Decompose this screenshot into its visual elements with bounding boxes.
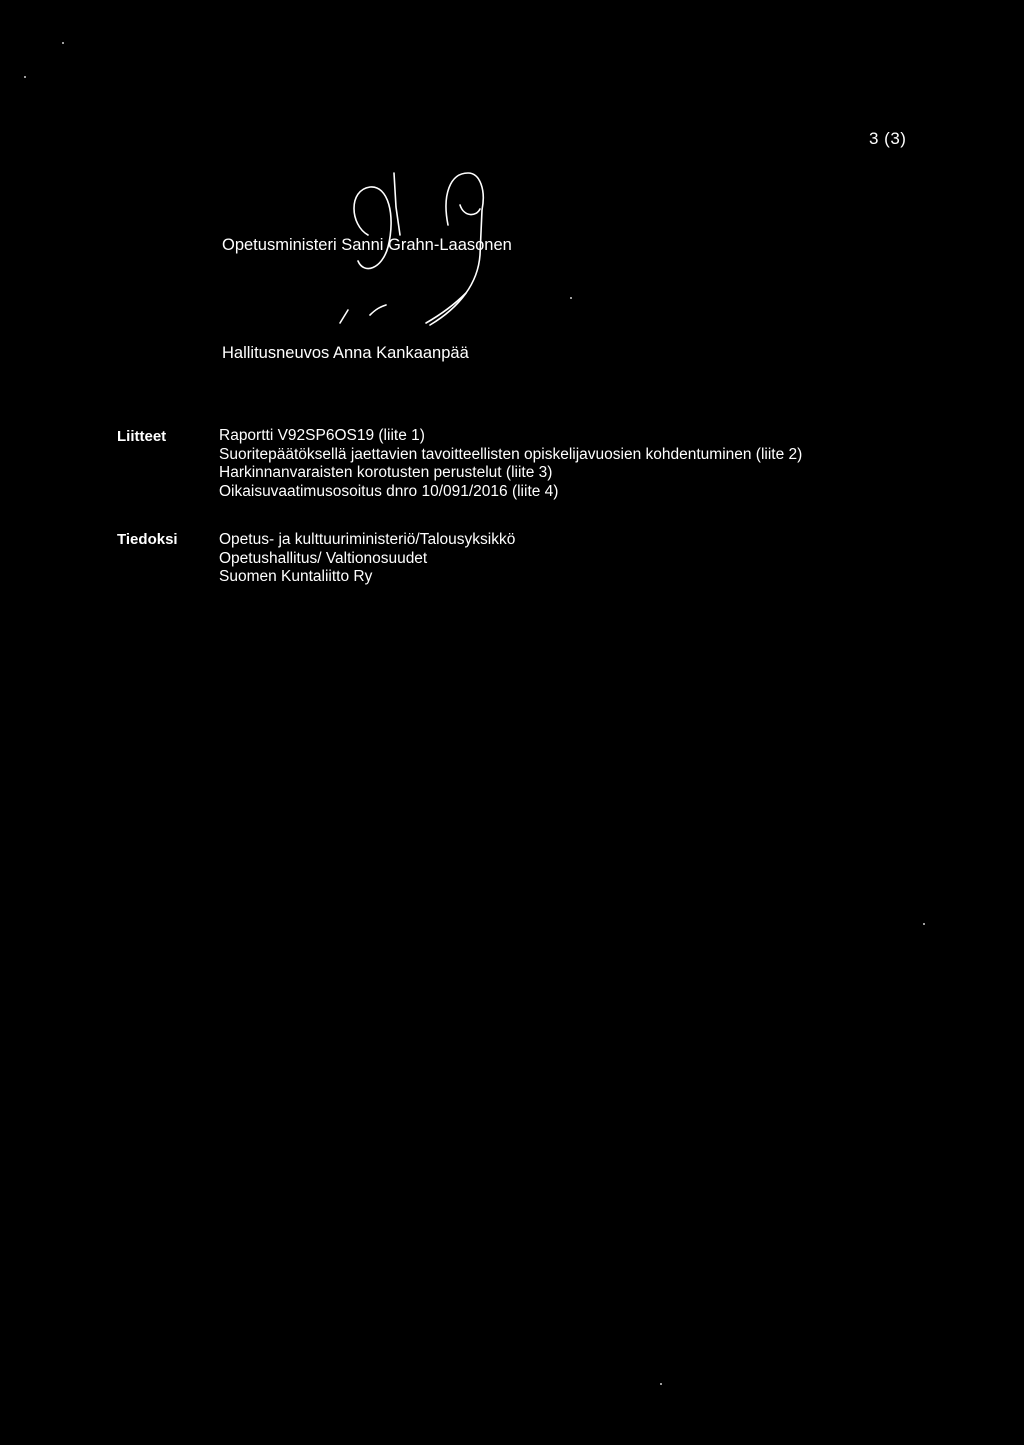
scan-speck [24,76,26,78]
page-number: 3 (3) [869,129,907,148]
list-item: Suoritepäätöksellä jaettavien tavoitteellisten opiskelijavuosien kohdentuminen (liite 2) [219,445,803,463]
scan-speck [923,923,925,925]
scan-speck [570,297,572,299]
distribution-label: Tiedoksi [117,531,178,548]
official-signature-line: Hallitusneuvos Anna Kankaanpää [222,344,469,362]
scan-speck [660,1383,662,1385]
attachments-list [219,427,802,501]
minister-signature-line: Opetusministeri Sanni Grahn-Laasonen [222,236,512,254]
list-item: Oikaisuvaatimusosoitus dnro 10/091/2016 (liite 4) [219,482,559,500]
distribution-list [219,531,515,587]
list-item: Raportti V92SP6OS19 (liite 1) [219,427,425,444]
list-item: Opetus- ja kulttuuriministeriö/Talousyksikkö [219,531,516,548]
list-item: Opetushallitus/ Valtionosuudet [219,549,428,567]
list-item: Suomen Kuntaliitto Ry [219,568,373,586]
list-item: Harkinnanvaraisten korotusten perustelut (liite 3) [219,464,553,482]
scan-speck [62,42,64,44]
attachments-label: Liitteet [117,428,167,445]
